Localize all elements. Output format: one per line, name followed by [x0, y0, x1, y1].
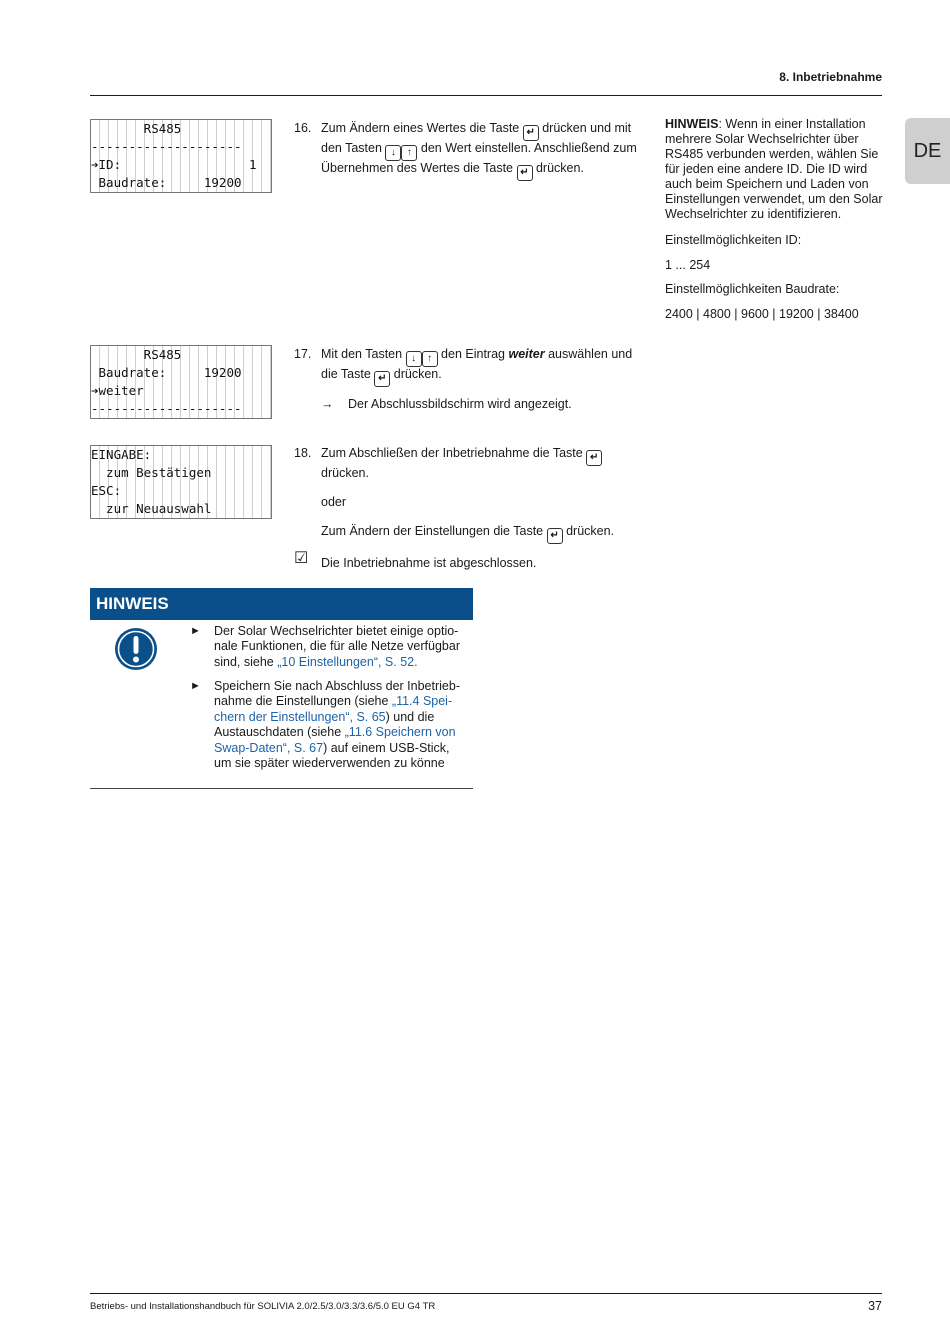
- lcd-line: zum Bestätigen: [91, 465, 212, 480]
- lcd-display-eingabe: [90, 445, 272, 519]
- id-options-values: 1 ... 254: [665, 258, 711, 272]
- step-16: [294, 121, 654, 178]
- checkbox-icon: ☑: [294, 550, 309, 567]
- page-number: 37: [868, 1299, 882, 1313]
- link-speichern-einstellungen[interactable]: „11.4 Speichern der Einstellungen“, S. 65: [214, 694, 453, 724]
- hinweis-box-title: HINWEIS: [90, 588, 473, 620]
- lcd-line: Baudrate: 19200: [91, 365, 242, 380]
- bullet-arrow-icon: ►: [190, 625, 201, 637]
- completion-line: ☑ Die Inbetriebnahme ist abgeschlossen.: [294, 550, 537, 570]
- lcd-line: ESC:: [91, 483, 122, 498]
- step-text: Zum Ändern eines Wertes die Taste ↵ drücken und mit den Tasten ↓ ↑ den Wert einstellen. Anschließend zum Übernehmen des Wertes die Taste ↵ drücken.: [321, 121, 651, 181]
- lcd-line: Baudrate: 19200: [91, 175, 242, 190]
- enter-key-icon: ↵: [523, 125, 539, 141]
- lcd-display-rs485-weiter: [90, 345, 272, 419]
- lcd-line: EINGABE:: [91, 447, 152, 462]
- enter-key-icon: ↵: [517, 165, 533, 181]
- baud-options-values: 2400 | 4800 | 9600 | 19200 | 38400: [665, 307, 859, 321]
- step-number: 16.: [294, 121, 312, 135]
- enter-key-icon: ↵: [586, 450, 602, 466]
- exclamation-icon: [114, 627, 158, 671]
- lcd-line: --------------------: [91, 139, 242, 154]
- link-swap-daten[interactable]: „11.6 Speichern von Swap-Daten“, S. 67: [214, 725, 456, 755]
- arrow-icon: →: [321, 397, 334, 411]
- enter-key-icon: ↵: [374, 371, 390, 387]
- lcd-line: RS485: [91, 121, 182, 136]
- up-key-icon: ↑: [401, 145, 417, 161]
- lcd-line: zur Neuauswahl: [91, 501, 212, 516]
- emphasis-weiter: weiter: [508, 347, 545, 361]
- lcd-line: RS485: [91, 347, 182, 362]
- step-result: → Der Abschlussbildschirm wird angezeigt.: [321, 397, 572, 411]
- step-17: [294, 347, 654, 411]
- hinweis-box-rule: [90, 788, 473, 789]
- step-text: Zum Abschließen der Inbetriebnahme die Taste ↵ drücken. oder Zum Ändern der Einstellungen die Taste ↵ drücken.: [321, 446, 651, 544]
- hinweis-bullet-2: ► Speichern Sie nach Abschluss der Inbetriebnahme die Einstellungen (siehe „11.4 Speichern der Einstellungen“, S. 65) und die Austauschdaten (siehe „11.6 Speichern von Swap-Daten“, S. 67) auf einem USB-Stick, um sie später wiederverwenden zu könne: [190, 679, 460, 771]
- footer-rule: [90, 1293, 882, 1294]
- hinweis-note: HINWEIS: Wenn in einer Installation mehrere Solar Wechselrichter über RS485 verbunden werden, wählen Sie für jeden eine andere ID. Die ID wird auch beim Speichern und Laden von Einstellungen verwendet, um den Solar Wechselrichter zu identifizieren.: [665, 117, 883, 221]
- baud-options-label: Einstellmöglichkeiten Baudrate:: [665, 282, 840, 296]
- down-key-icon: ↓: [406, 351, 422, 367]
- hinweis-label: HINWEIS: [665, 117, 719, 131]
- or-text: oder: [321, 495, 347, 509]
- step-number: 18.: [294, 446, 312, 460]
- section-title: 8. Inbetriebnahme: [779, 70, 882, 84]
- step-text: Mit den Tasten ↓ ↑ den Eintrag weiter auswählen und die Taste ↵ drücken. → Der Abschlussbildschirm wird angezeigt.: [321, 347, 651, 412]
- footer-title: Betriebs- und Installationshandbuch für SOLIVIA 2.0/2.5/3.0/3.3/3.6/5.0 EU G4 TR: [90, 1301, 436, 1312]
- link-einstellungen[interactable]: „10 Einstellungen“, S. 52.: [277, 654, 418, 669]
- hinweis-bullet-1: ► Der Solar Wechselrichter bietet einige optionale Funktionen, die für alle Netze verfügbar sind, siehe „10 Einstellungen“, S. 52.: [190, 624, 460, 669]
- step-number: 17.: [294, 347, 312, 361]
- alt-step: Zum Ändern der Einstellungen die Taste ↵ drücken.: [321, 524, 651, 544]
- id-options-label: Einstellmöglichkeiten ID:: [665, 233, 802, 247]
- language-tab: DE: [905, 118, 950, 184]
- up-key-icon: ↑: [422, 351, 438, 367]
- down-key-icon: ↓: [385, 145, 401, 161]
- header-rule: [90, 95, 882, 96]
- step-18: [294, 446, 654, 541]
- lcd-line: --------------------: [91, 401, 242, 416]
- lcd-line: ➔ID: 1: [91, 157, 257, 172]
- enter-key-icon: ↵: [547, 528, 563, 544]
- lcd-line: ➔weiter: [91, 383, 144, 398]
- lcd-display-rs485-id: [90, 119, 272, 193]
- bullet-arrow-icon: ►: [190, 680, 201, 692]
